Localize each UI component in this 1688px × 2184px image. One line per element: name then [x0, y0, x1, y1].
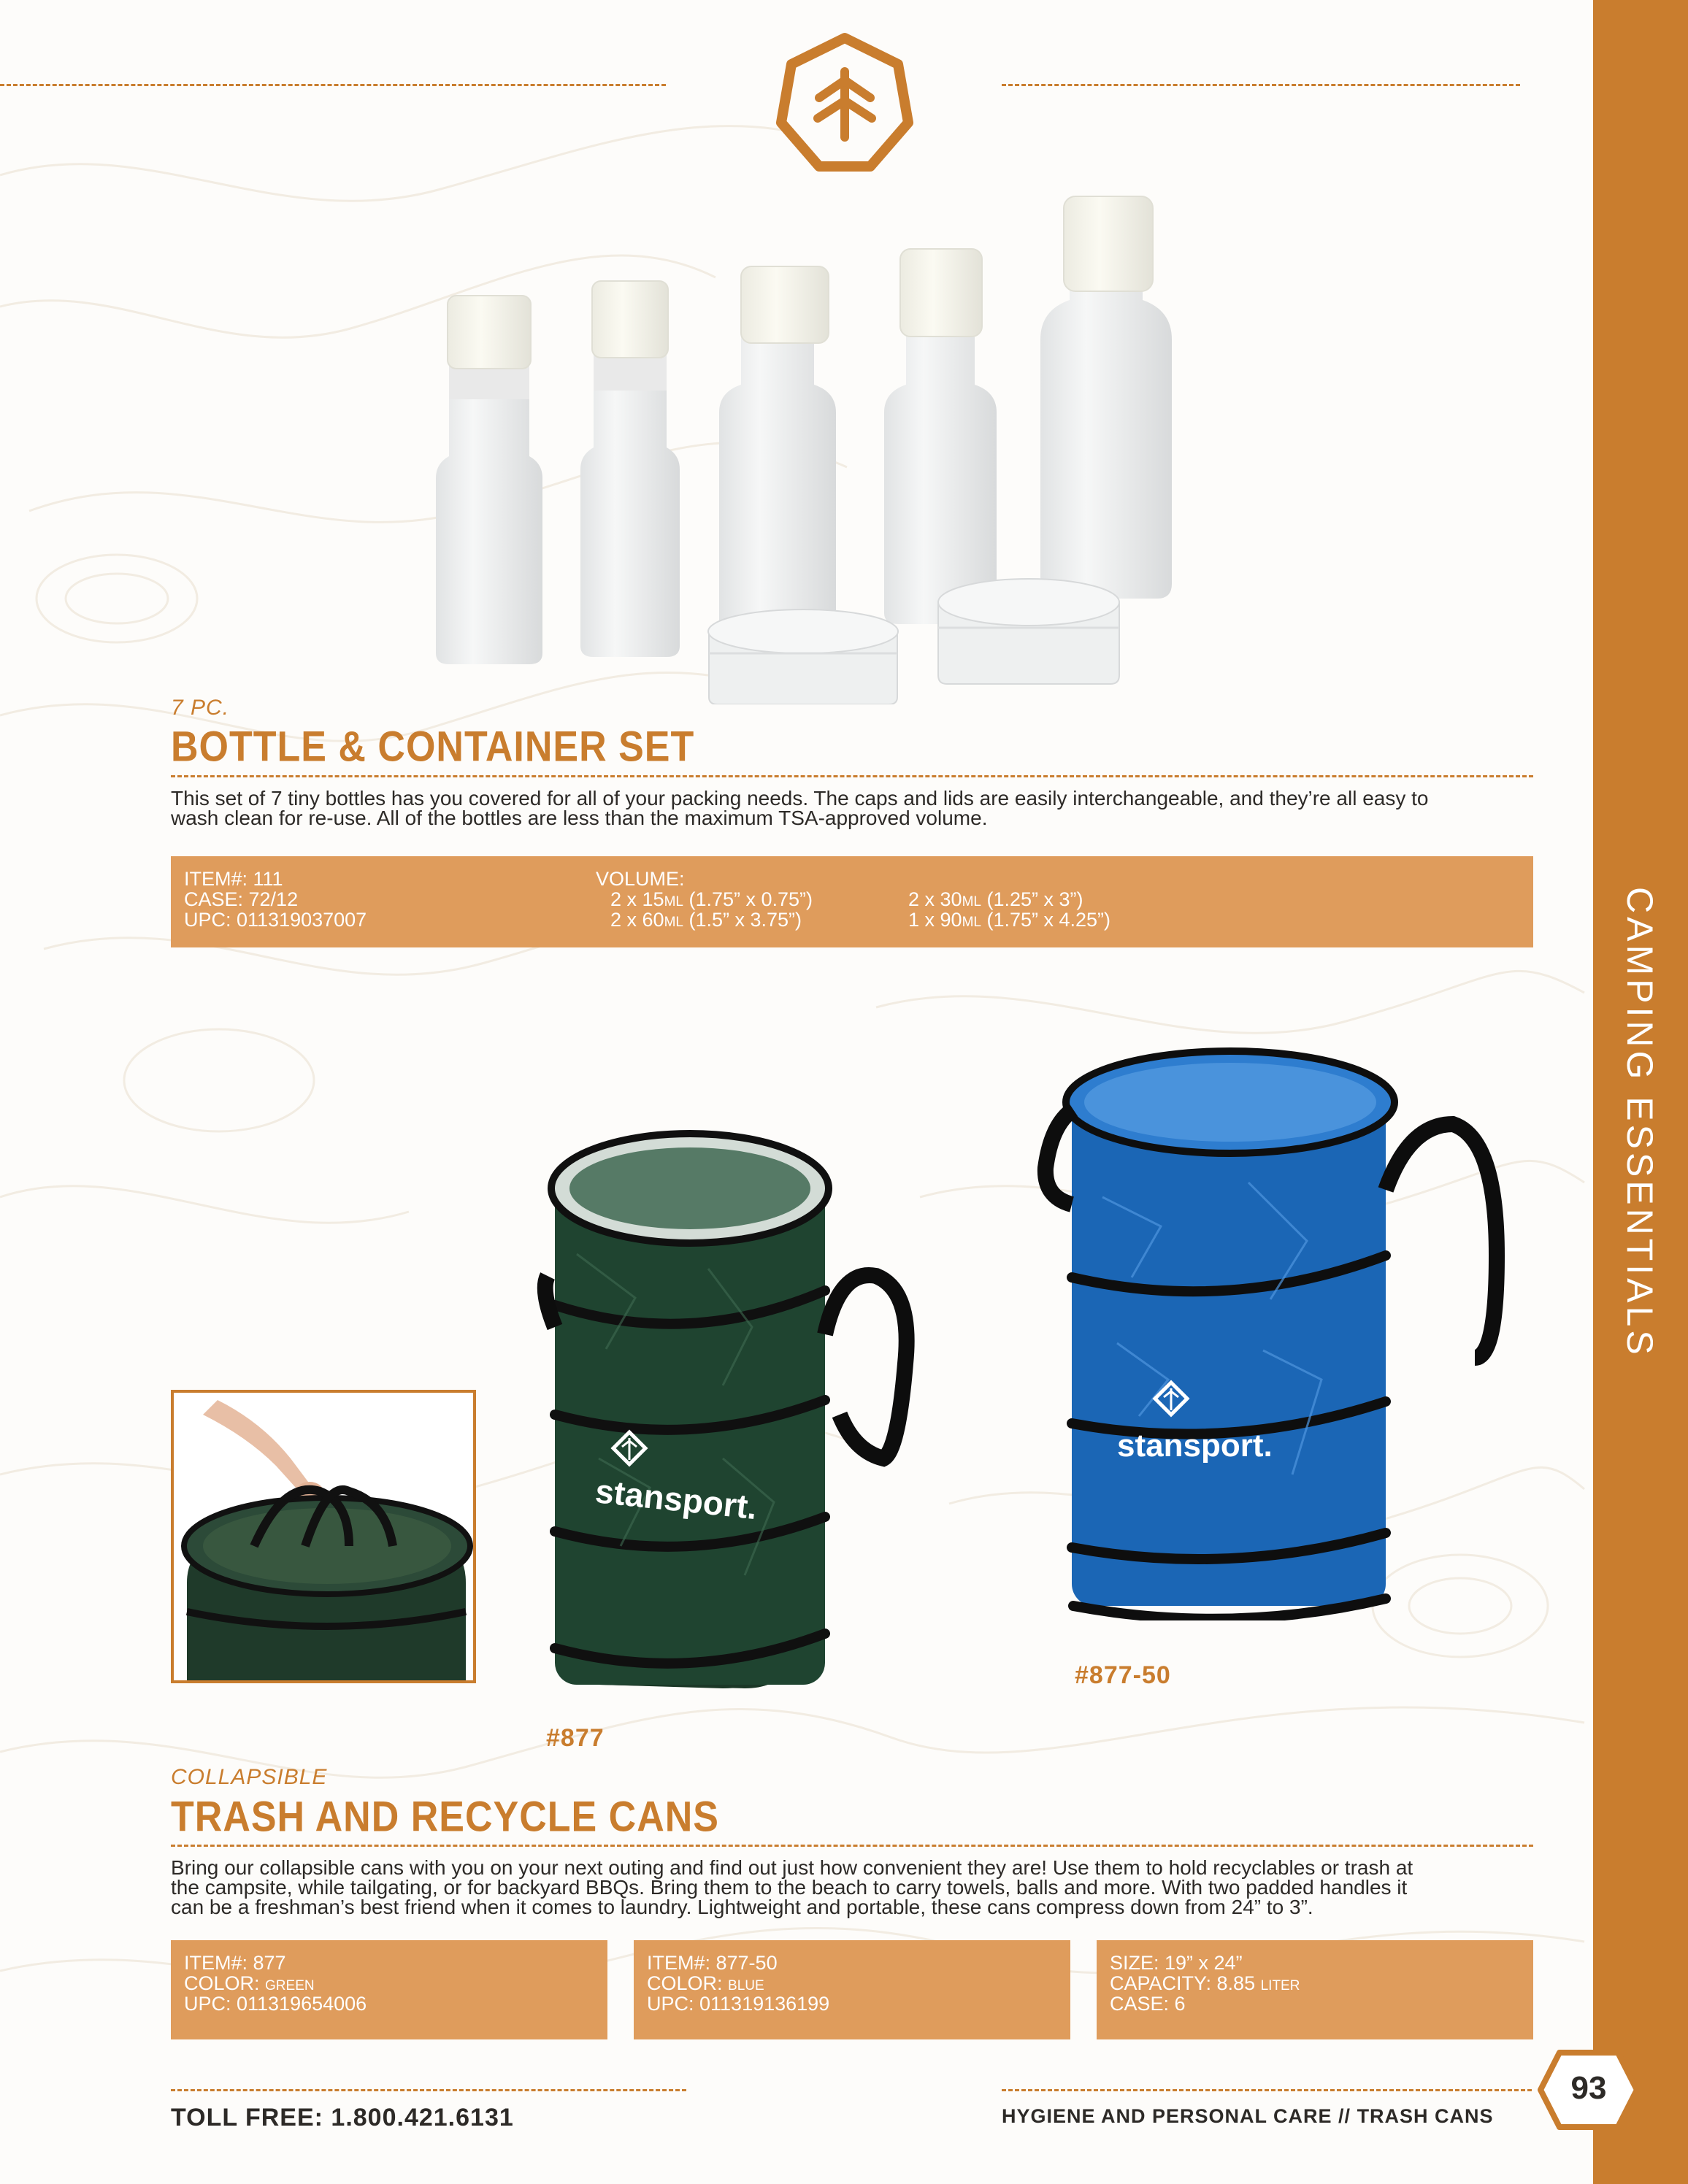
header-divider-right — [1002, 84, 1520, 86]
spec-item-number: ITEM#: 111 — [184, 868, 283, 890]
bottle-set-description-line: wash clean for re-use. All of the bottles are less than the maximum TSA-approved volume. — [171, 807, 988, 829]
blue-upc: UPC: 011319136199 — [647, 1993, 830, 2015]
trash-can-green-spec-box — [171, 1940, 607, 2039]
footer-divider-right — [1002, 2089, 1532, 2091]
blue-item-number: ITEM#: 877-50 — [647, 1952, 778, 1974]
bottle-set-description — [171, 788, 1533, 828]
spec-volume-label: VOLUME: — [596, 868, 685, 890]
label-877: #877 — [546, 1724, 605, 1752]
size-spec: SIZE: 19” x 24” — [1110, 1952, 1243, 1974]
green-color: COLOR: GREEN — [184, 1972, 315, 1994]
capacity-spec: CAPACITY: 8.85 LITER — [1110, 1972, 1300, 1994]
green-trash-can-image — [533, 1108, 1029, 1692]
trash-can-size-spec-box — [1097, 1940, 1533, 2039]
green-can-brand-text: stansport. — [593, 1472, 759, 1527]
trash-cans-description-line: can be a freshman’s best friend when it comes to laundry. Lightweight and portable, these cans compress down from 24” to 3”. — [171, 1896, 1313, 1918]
header-divider-left — [0, 84, 666, 86]
section-title: CAMPING ESSENTIALS — [1619, 887, 1660, 1358]
inset-photo-carrying — [171, 1390, 476, 1683]
case-spec: CASE: 6 — [1110, 1993, 1186, 2015]
blue-trash-can-image — [1029, 1037, 1533, 1620]
hand-carrying-bag-image — [174, 1393, 473, 1680]
blue-can-brand-text: stansport. — [1117, 1428, 1273, 1464]
trash-cans-description-line: Bring our collapsible cans with you on your next outing and find out just how convenient they are! Use them to hold recyclables or trash at — [171, 1856, 1413, 1879]
spec-case: CASE: 72/12 — [184, 888, 299, 910]
section-title-vertical — [1593, 887, 1688, 1358]
spec-upc: UPC: 011319037007 — [184, 909, 367, 931]
green-upc: UPC: 011319654006 — [184, 1993, 367, 2015]
bottle-set-subtitle: 7 PC. — [171, 696, 230, 720]
trash-can-blue-spec-box — [634, 1940, 1070, 2039]
trash-cans-title: TRASH AND RECYCLE CANS — [171, 1793, 719, 1842]
spec-volume-3: 2 x 30ML (1.25” x 3”) — [908, 888, 1083, 910]
trash-cans-description — [171, 1858, 1533, 1917]
trash-cans-divider — [171, 1845, 1533, 1847]
spec-volume-4: 1 x 90ML (1.75” x 4.25”) — [908, 909, 1111, 931]
trash-cans-description-line: the campsite, while tailgating, or for backyard BBQs. Bring them to the beach to carry towels, balls and more. With two padded handles it — [171, 1876, 1408, 1899]
footer-category: HYGIENE AND PERSONAL CARE // TRASH CANS — [1002, 2105, 1494, 2127]
spec-volume-1: 2 x 15ML (1.75” x 0.75”) — [610, 888, 813, 910]
bottle-set-spec-box — [171, 856, 1533, 947]
bottle-set-image — [420, 193, 1238, 704]
toll-free-number: TOLL FREE: 1.800.421.6131 — [171, 2104, 514, 2131]
bottle-set-divider — [171, 775, 1533, 777]
bottle-set-title: BOTTLE & CONTAINER SET — [171, 723, 695, 772]
green-item-number: ITEM#: 877 — [184, 1952, 286, 1974]
footer-divider-left — [171, 2089, 686, 2091]
blue-color: COLOR: BLUE — [647, 1972, 764, 1994]
label-877-50: #877-50 — [1075, 1661, 1171, 1689]
spec-volume-2: 2 x 60ML (1.5” x 3.75”) — [610, 909, 802, 931]
bottle-set-description-line: This set of 7 tiny bottles has you covered for all of your packing needs. The caps and lids are easily interchangeable, and they’re all easy to — [171, 787, 1429, 810]
page-number: 93 — [1570, 2070, 1607, 2106]
trash-cans-subtitle: COLLAPSIBLE — [171, 1765, 328, 1789]
stansport-tree-badge-icon — [768, 28, 921, 181]
